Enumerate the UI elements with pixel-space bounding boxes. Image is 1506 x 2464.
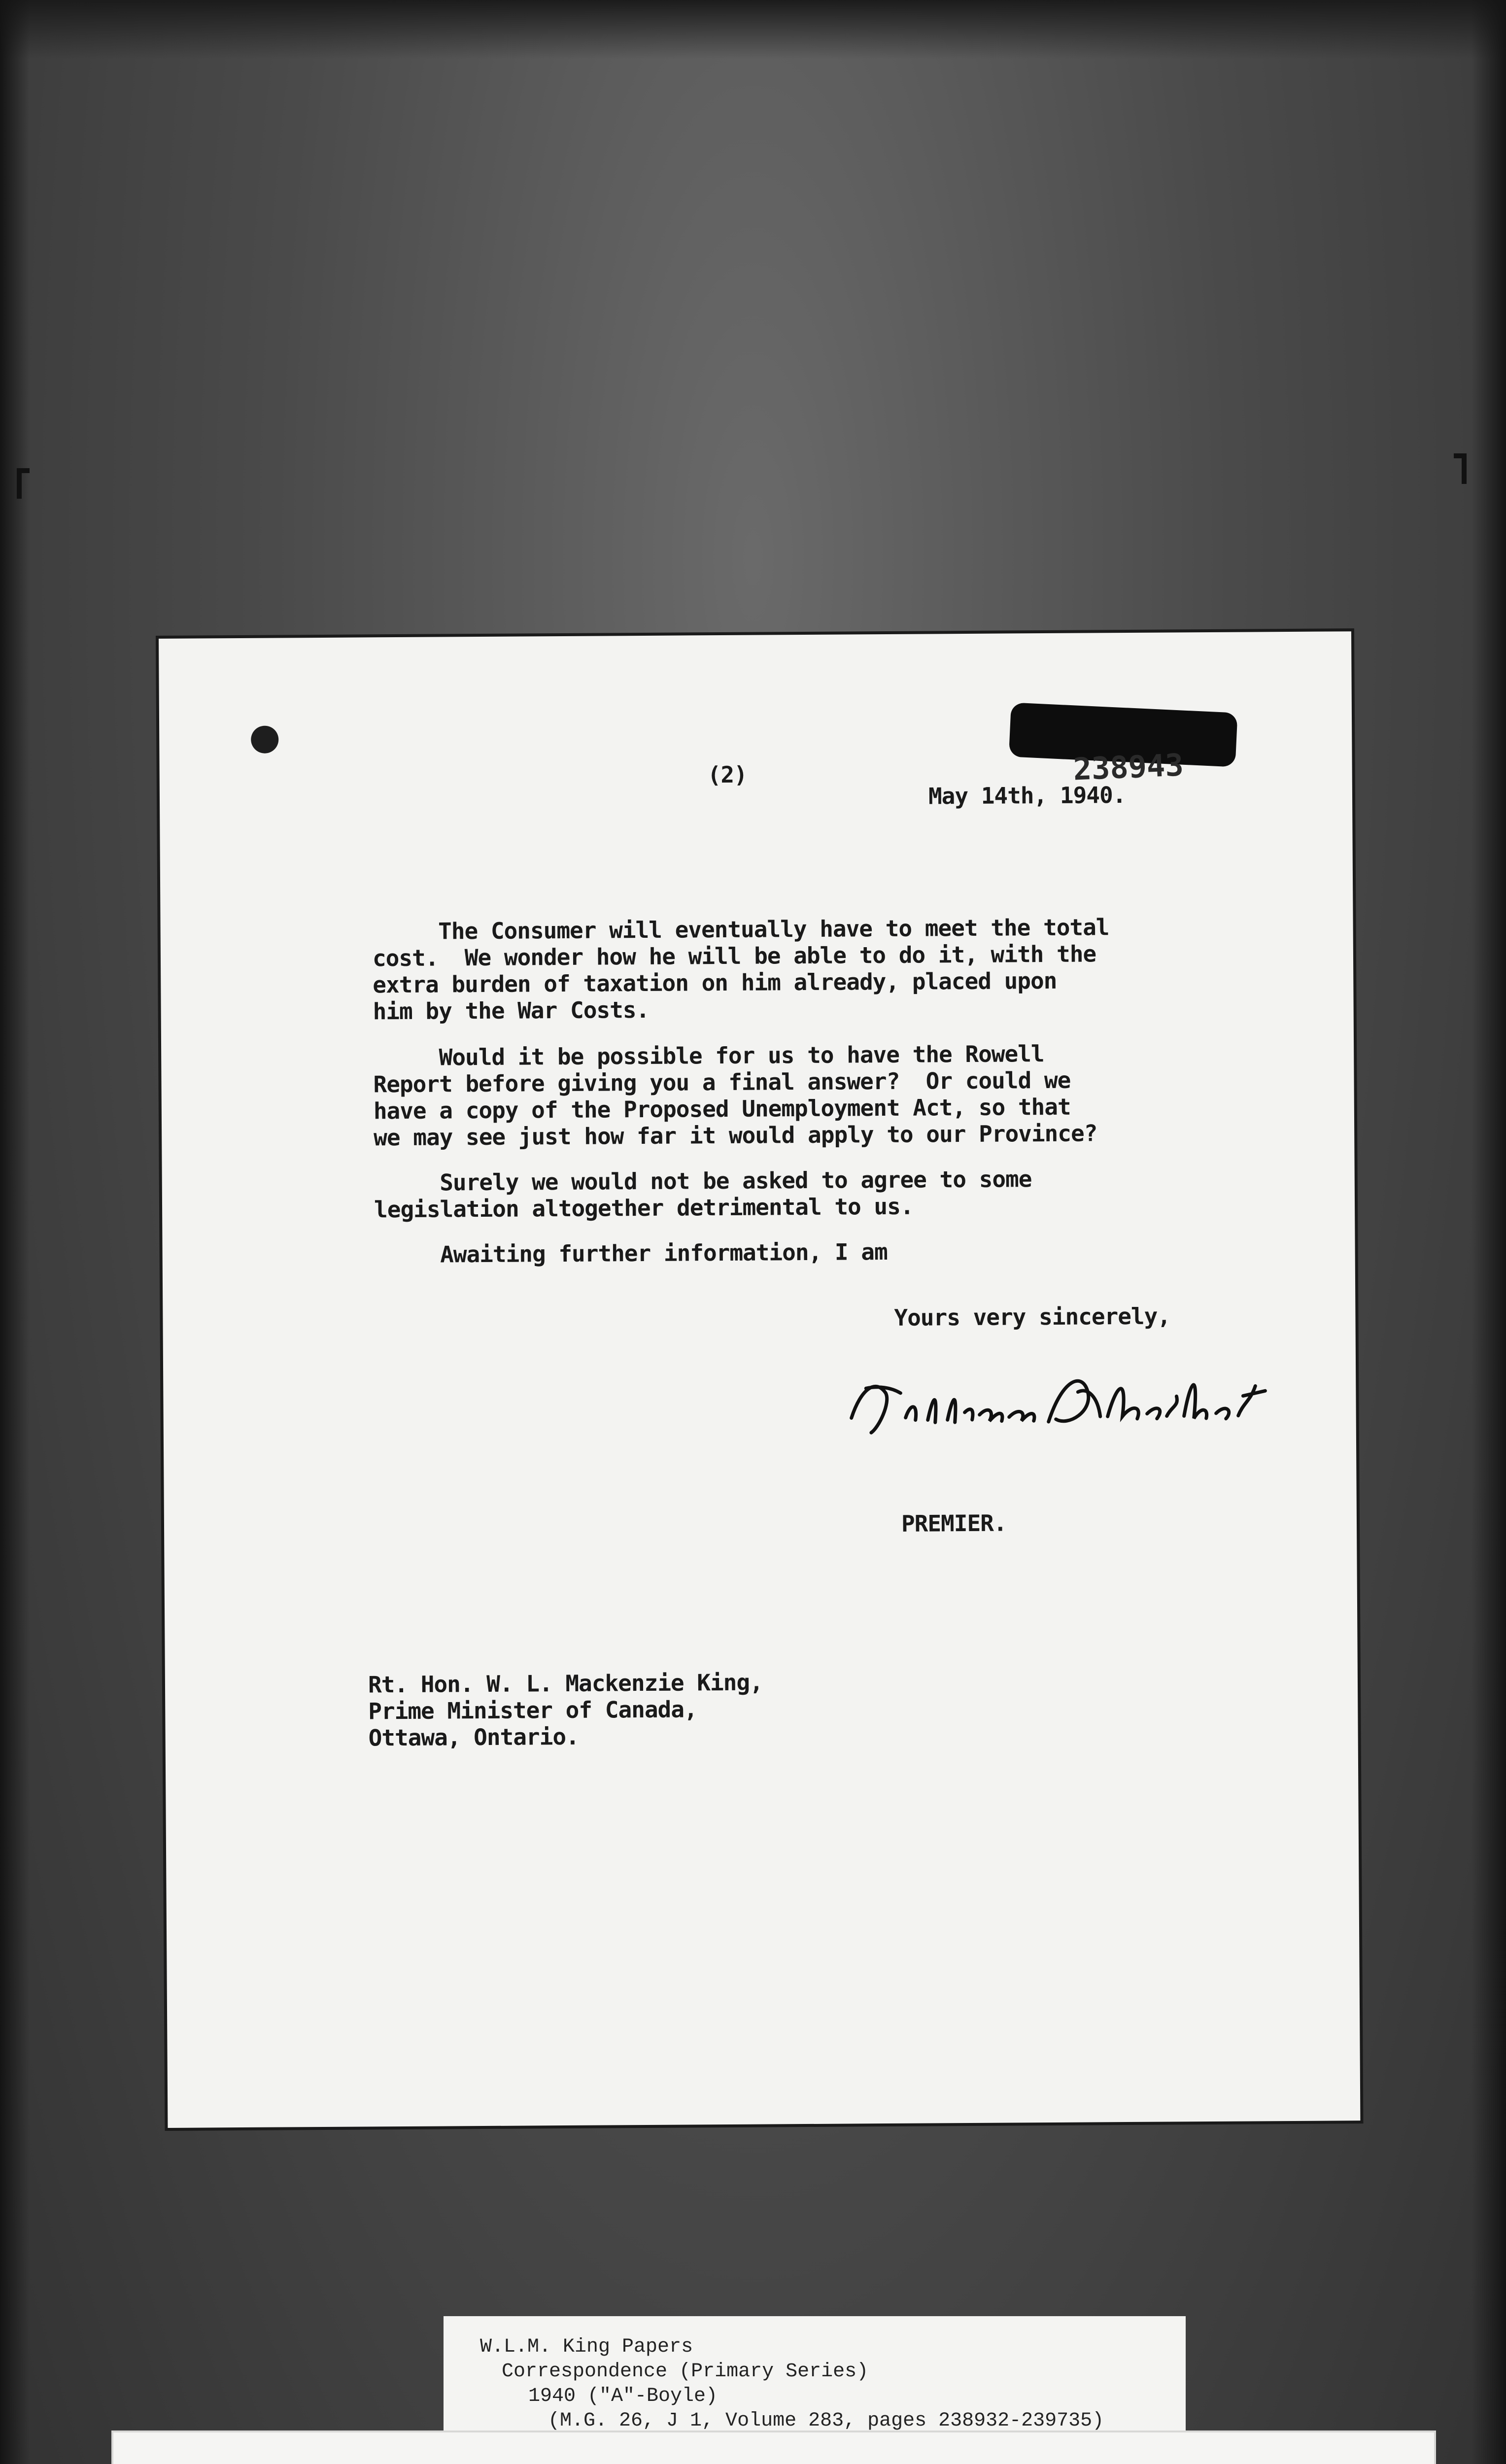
letter-date: May 14th, 1940. — [928, 782, 1126, 810]
archive-stamp-number: 238943 — [1072, 747, 1184, 787]
crop-mark-left — [17, 468, 30, 499]
crop-mark-right — [1454, 453, 1467, 484]
archive-reference-label — [444, 2316, 1186, 2449]
punch-hole — [251, 726, 278, 753]
letter-closing: Yours very sincerely, — [894, 1302, 1171, 1331]
archives-banner — [113, 2432, 1434, 2464]
letter-paragraph: Would it be possible for us to have the Rowell Report before giving you a final answer? Or could we have a copy of the Proposed Unemployment Act, so that we may see just how far it would apply to our Province? — [373, 1040, 1097, 1151]
reference-series: Correspondence (Primary Series) — [502, 2361, 869, 2383]
signature — [831, 1356, 1275, 1457]
page-number: (2) — [707, 761, 747, 788]
reference-collection: W.L.M. King Papers — [480, 2336, 693, 2358]
film-edge-right — [1472, 0, 1506, 2464]
letter-paragraph: The Consumer will eventually have to meet the total cost. We wonder how he will be able to do it, with the extra burden of taxation on him already, placed upon him by the War Costs. — [372, 914, 1109, 1025]
letter-page — [159, 631, 1360, 2128]
recipient-address: Rt. Hon. W. L. Mackenzie King, Prime Minister of Canada, Ottawa, Ontario. — [368, 1669, 763, 1751]
letter-paragraph: Awaiting further information, I am — [374, 1238, 888, 1268]
reference-volume: (M.G. 26, J 1, Volume 283, pages 238932-239735) — [548, 2410, 1104, 2432]
film-edge-top — [0, 0, 1506, 59]
film-edge-left — [0, 0, 30, 2464]
signer-title: PREMIER. — [901, 1509, 1007, 1537]
reference-year: 1940 ("A"-Boyle) — [528, 2385, 718, 2407]
letter-paragraph: Surely we would not be asked to agree to some legislation altogether detrimental to us. — [374, 1165, 1032, 1223]
